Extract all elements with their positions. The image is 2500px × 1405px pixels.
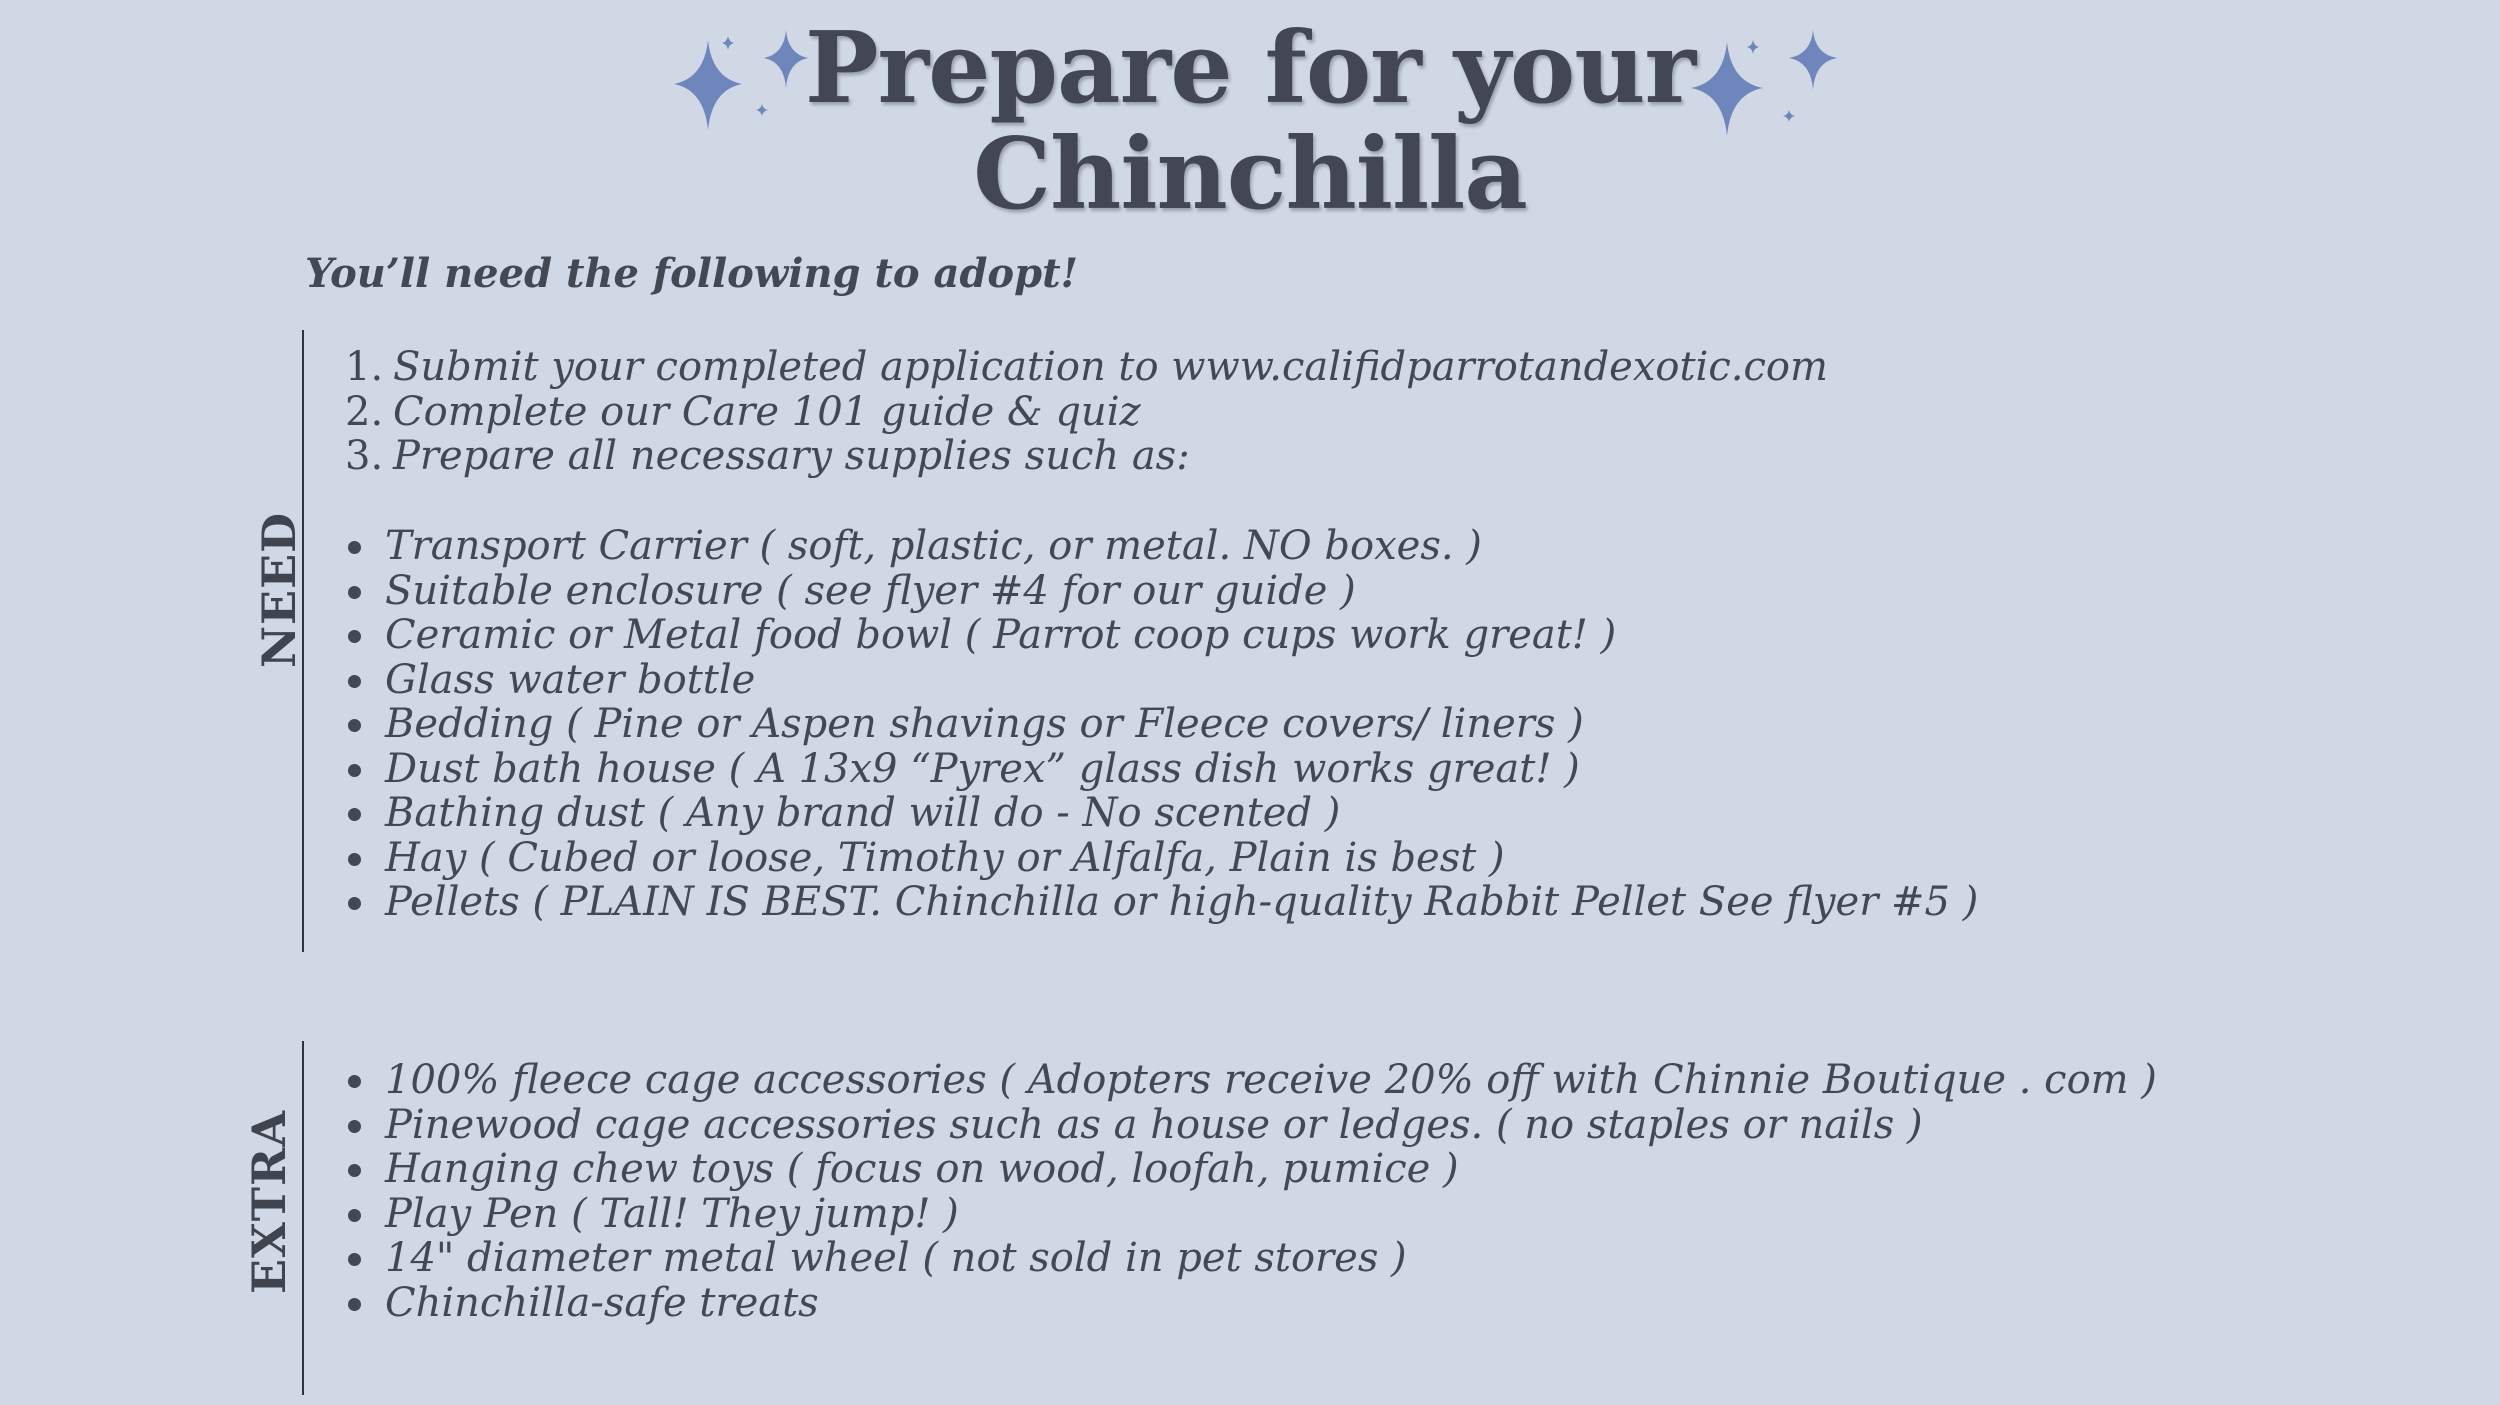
supply-item [345, 791, 1978, 836]
supply-text: Transport Carrier ( soft, plastic, or metal. NO boxes. ) [385, 523, 1482, 569]
extra-text: 14" diameter metal wheel ( not sold in pet stores ) [385, 1235, 1407, 1281]
extra-text: Hanging chew toys ( focus on wood, loofah, pumice ) [385, 1146, 1459, 1192]
bullet-icon [348, 630, 361, 643]
bullet-icon [348, 1209, 361, 1222]
extra-item [345, 1281, 2157, 1326]
step-item [345, 345, 1828, 390]
bullet-icon [348, 719, 361, 732]
step-item [345, 390, 1828, 435]
bullet-icon [348, 1298, 361, 1311]
step-item [345, 434, 1828, 479]
supply-item [345, 524, 1978, 569]
step-number: 1. [345, 344, 384, 390]
extra-label: EXTRA [242, 1110, 296, 1294]
extra-text: Pinewood cage accessories such as a house or ledges. ( no staples or nails ) [385, 1101, 1923, 1148]
bullet-icon [348, 586, 361, 599]
extra-item [345, 1058, 2157, 1103]
subtitle: You’ll need the following to adopt! [305, 250, 1079, 297]
extra-text: Chinchilla-safe treats [385, 1279, 819, 1326]
supply-item [345, 613, 1978, 658]
extra-item [345, 1103, 2157, 1148]
supply-text: Suitable enclosure ( see flyer #4 for our guide ) [385, 567, 1356, 614]
extra-item [345, 1236, 2157, 1281]
bullet-icon [348, 808, 361, 821]
bullet-icon [348, 897, 361, 910]
supply-item [345, 880, 1978, 925]
steps-list [345, 345, 1828, 479]
bullet-icon [348, 675, 361, 688]
bullet-icon [348, 541, 361, 554]
need-label: NEED [252, 511, 306, 669]
step-number: 3. [345, 433, 384, 479]
supply-text: Pellets ( PLAIN IS BEST. Chinchilla or high-quality Rabbit Pellet See flyer #5 ) [385, 879, 1979, 925]
extra-text: 100% fleece cage accessories ( Adopters receive 20% off with Chinnie Boutique . com ) [385, 1057, 2157, 1103]
bullet-icon [348, 1253, 361, 1266]
supply-text: Dust bath house ( A 13x9 “Pyrex” glass dish works great! ) [385, 745, 1580, 792]
step-number: 2. [345, 388, 384, 435]
supply-item [345, 569, 1978, 614]
extra-divider-line [302, 1041, 304, 1395]
supply-item [345, 836, 1978, 881]
supply-text: Hay ( Cubed or loose, Timothy or Alfalfa, Plain is best ) [385, 834, 1505, 881]
step-text: Submit your completed application to www.califidparrotandexotic.com [393, 344, 1828, 390]
extra-item [345, 1192, 2157, 1237]
bullet-icon [348, 853, 361, 866]
supply-item [345, 747, 1978, 792]
bullet-icon [348, 764, 361, 777]
supply-text: Glass water bottle [385, 656, 756, 703]
supply-text: Ceramic or Metal food bowl ( Parrot coop cups work great! ) [385, 612, 1617, 658]
supply-item [345, 702, 1978, 747]
page-title-line1: Prepare for your [804, 11, 1696, 126]
supply-text: Bathing dust ( Any brand will do - No scented ) [385, 790, 1341, 836]
supply-item [345, 658, 1978, 703]
bullet-icon [348, 1075, 361, 1088]
step-text: Complete our Care 101 guide & quiz [393, 388, 1141, 435]
extras-list [345, 1058, 2157, 1325]
extra-text: Play Pen ( Tall! They jump! ) [385, 1190, 959, 1237]
supplies-list [345, 524, 1978, 925]
supply-text: Bedding ( Pine or Aspen shavings or Fleece covers/ liners ) [385, 701, 1584, 747]
page-title-line2: Chinchilla [973, 117, 1527, 232]
bullet-icon [348, 1120, 361, 1133]
bullet-icon [348, 1164, 361, 1177]
extra-item [345, 1147, 2157, 1192]
step-text: Prepare all necessary supplies such as: [393, 433, 1190, 479]
